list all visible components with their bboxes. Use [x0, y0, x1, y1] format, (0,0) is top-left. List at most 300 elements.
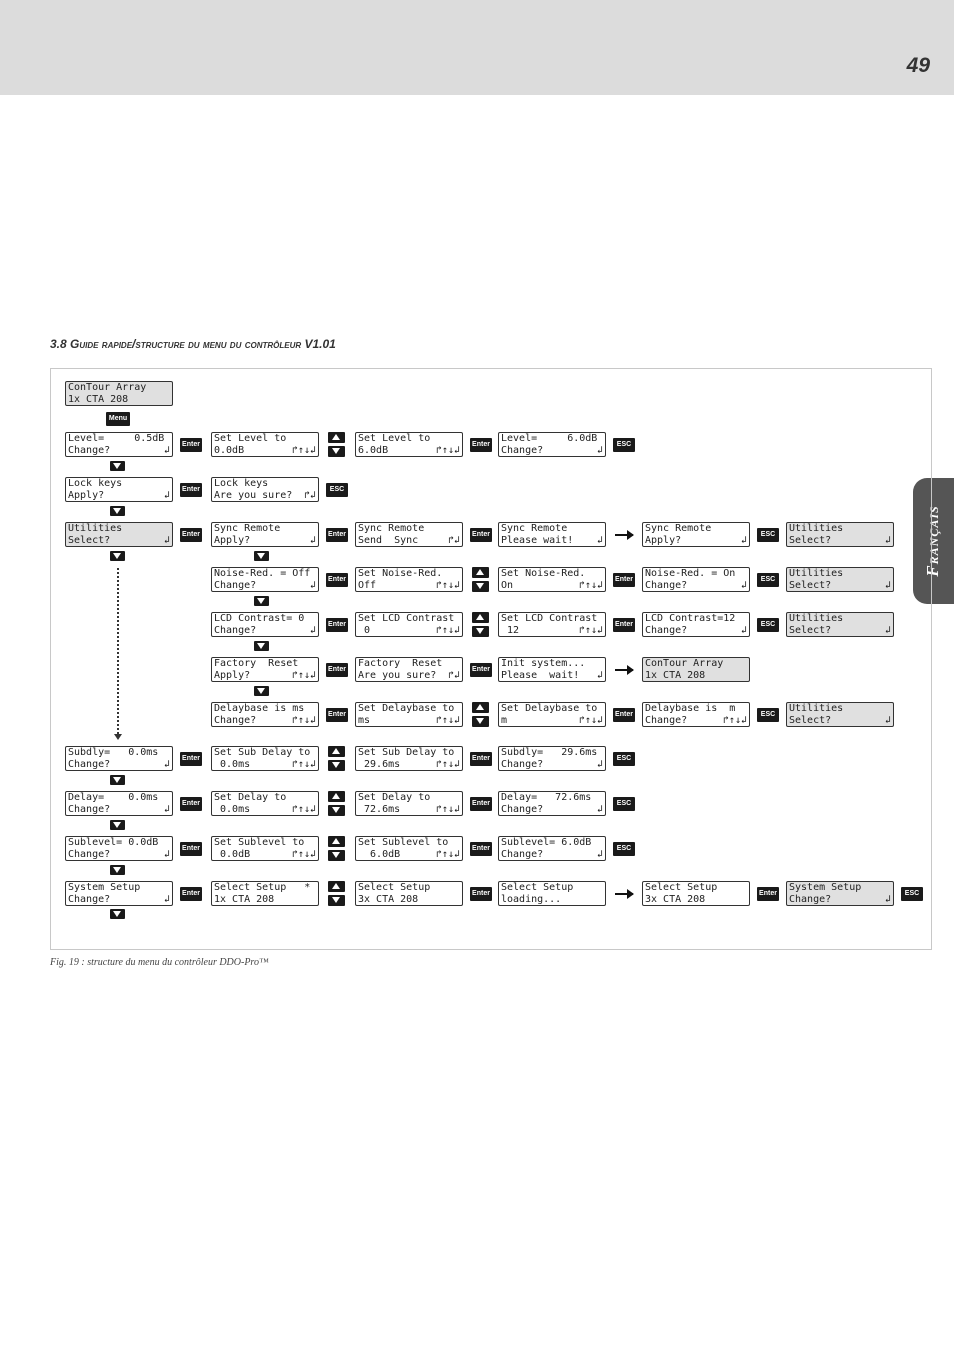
lcd-line-2-text: Change? [68, 894, 111, 905]
lcd-line-1: Sublevel= 6.0dB [501, 837, 592, 848]
lcd-screen-system-1 [211, 881, 319, 906]
lcd-line-1: Delaybase is ms [214, 703, 305, 714]
lcd-line-1: Set Delaybase to [501, 703, 598, 714]
lcd-screen-delaybase-1 [355, 702, 463, 727]
up-down-buttons[interactable] [472, 702, 489, 727]
lcd-screen-delay-1 [211, 791, 319, 816]
lcd-nav-symbols: ↱↑↓↲ [291, 804, 316, 815]
down-arrow-icon[interactable] [472, 581, 489, 592]
lcd-nav-symbols: ↲ [596, 849, 603, 860]
lcd-screen-level-3 [498, 432, 606, 457]
lcd-line-1: Delay= 0.0ms [68, 792, 159, 803]
lcd-line-2-text: Change? [645, 580, 688, 591]
lcd-line-2-text: Are you sure? [214, 490, 293, 501]
lcd-line-1: ConTour Array [645, 658, 724, 669]
up-arrow-icon[interactable] [328, 791, 345, 802]
lcd-screen-lcd-0 [211, 612, 319, 637]
down-button[interactable] [110, 820, 125, 830]
lcd-screen-subdly-2 [355, 746, 463, 771]
lcd-nav-symbols: ↱↲ [447, 670, 460, 681]
down-arrow-icon[interactable] [328, 850, 345, 861]
lcd-line-2 [214, 625, 316, 637]
lcd-line-1: Set Delay to [214, 792, 287, 803]
lcd-line-1: Set LCD Contrast [358, 613, 455, 624]
lcd-line-2-text: Change? [645, 625, 688, 636]
esc-button[interactable]: ESC [757, 618, 779, 632]
lcd-line-2 [501, 670, 603, 682]
lcd-line-2 [501, 894, 603, 906]
lcd-line-2 [645, 535, 747, 547]
lcd-nav-symbols: ↲ [596, 535, 603, 546]
lcd-line-1: Set Delay to [358, 792, 431, 803]
lcd-line-2 [501, 445, 603, 457]
lcd-nav-symbols: ↲ [163, 445, 170, 456]
lcd-line-1: Utilities [789, 703, 844, 714]
lcd-line-2-text: Change? [645, 715, 688, 726]
down-arrow-icon[interactable] [328, 805, 345, 816]
lcd-screen-lcd-4 [786, 612, 894, 637]
esc-button[interactable]: ESC [613, 438, 635, 452]
up-arrow-icon[interactable] [328, 836, 345, 847]
lcd-nav-symbols: ↱↑↓↲ [291, 849, 316, 860]
lcd-line-1: Sync Remote [501, 523, 568, 534]
lcd-line-1: Utilities [789, 568, 844, 579]
lcd-line-2 [358, 759, 460, 771]
enter-button[interactable]: Enter [180, 797, 202, 811]
lcd-screen-lcd-2 [498, 612, 606, 637]
lcd-screen-subdly-1 [211, 746, 319, 771]
lcd-line-2 [214, 715, 316, 727]
lcd-line-2-text: 3x CTA 208 [358, 894, 419, 905]
lcd-nav-symbols: ↲ [740, 535, 747, 546]
lcd-line-1: Factory Reset [214, 658, 299, 669]
lcd-line-2 [358, 580, 460, 592]
lcd-nav-symbols: ↱↑↓↲ [435, 804, 460, 815]
lcd-line-2-text: 1x CTA 208 [645, 670, 706, 681]
lcd-nav-symbols: ↲ [309, 580, 316, 591]
lcd-line-2-text: Apply? [214, 670, 251, 681]
lcd-line-1: Delay= 72.6ms [501, 792, 592, 803]
lcd-line-2-text: Select? [789, 715, 832, 726]
lcd-screen-lcd-3 [642, 612, 750, 637]
lcd-screen-sublevel-3 [498, 836, 606, 861]
lcd-nav-symbols: ↲ [163, 894, 170, 905]
language-tab-label: Français [923, 505, 942, 577]
down-button[interactable] [254, 551, 269, 561]
lcd-screen-factory-3 [642, 657, 750, 682]
lcd-line-2-text: Change? [501, 445, 544, 456]
lcd-line-2-text: Please wait! [501, 670, 580, 681]
lcd-line-2-text: Apply? [645, 535, 682, 546]
enter-button[interactable]: Enter [326, 573, 348, 587]
lcd-screen-delaybase-2 [498, 702, 606, 727]
up-down-buttons[interactable] [472, 612, 489, 637]
enter-button[interactable]: Enter [326, 528, 348, 542]
lcd-nav-symbols: ↱↑↓↲ [578, 715, 603, 726]
esc-button[interactable]: ESC [326, 483, 348, 497]
up-arrow-icon[interactable] [328, 881, 345, 892]
figure-caption: Fig. 19 : structure du menu du contrôleur DDO-Pro™ [50, 957, 269, 968]
lcd-line-2 [68, 394, 170, 406]
lcd-screen-subdly-3 [498, 746, 606, 771]
lcd-nav-symbols: ↱↑↓↲ [578, 625, 603, 636]
esc-button[interactable]: ESC [757, 573, 779, 587]
enter-button[interactable]: Enter [470, 887, 492, 901]
lcd-line-2-text: Change? [68, 804, 111, 815]
enter-button[interactable]: Enter [470, 797, 492, 811]
lcd-screen-level-1 [211, 432, 319, 457]
lcd-line-1: Lock keys [214, 478, 269, 489]
lcd-line-2-text: 1x CTA 208 [214, 894, 275, 905]
lcd-nav-symbols: ↲ [740, 625, 747, 636]
lcd-screen-system-3 [498, 881, 606, 906]
up-down-buttons[interactable] [328, 881, 345, 906]
lcd-line-1: Lock keys [68, 478, 123, 489]
esc-button[interactable]: ESC [757, 528, 779, 542]
lcd-line-2 [645, 894, 747, 906]
down-arrow-icon[interactable] [328, 760, 345, 771]
lcd-line-2-text: m [501, 715, 508, 726]
lcd-line-2-text: Apply? [214, 535, 251, 546]
down-arrow-icon[interactable] [472, 626, 489, 637]
lcd-line-1: Sublevel= 0.0dB [68, 837, 159, 848]
lcd-line-2-text: loading... [501, 894, 562, 905]
enter-button[interactable]: Enter [180, 528, 202, 542]
lcd-line-1: Noise-Red. = Off [214, 568, 311, 579]
lcd-line-1: System Setup [789, 882, 862, 893]
lcd-screen-noise-0 [211, 567, 319, 592]
lcd-line-2 [214, 490, 316, 502]
lcd-line-2-text: Select? [68, 535, 111, 546]
lcd-nav-symbols: ↲ [740, 580, 747, 591]
lcd-screen-sublevel-0 [65, 836, 173, 861]
lcd-line-1: System Setup [68, 882, 141, 893]
lcd-nav-symbols: ↲ [309, 535, 316, 546]
lcd-line-2-text: Change? [68, 445, 111, 456]
lcd-line-2 [501, 759, 603, 771]
lcd-nav-symbols: ↱↑↓↲ [435, 625, 460, 636]
lcd-line-1: Select Setup [501, 882, 574, 893]
lcd-screen-sublevel-2 [355, 836, 463, 861]
lcd-nav-symbols: ↲ [163, 490, 170, 501]
lcd-line-1: Utilities [789, 613, 844, 624]
lcd-nav-symbols: ↱↑↓↲ [435, 580, 460, 591]
lcd-line-2-text: 0 [358, 625, 371, 636]
up-arrow-icon[interactable] [472, 567, 489, 578]
up-arrow-icon[interactable] [472, 612, 489, 623]
lcd-line-2-text: Change? [68, 759, 111, 770]
lcd-nav-symbols: ↲ [596, 445, 603, 456]
lcd-line-2 [68, 894, 170, 906]
lcd-line-1: Noise-Red. = On [645, 568, 736, 579]
lcd-screen-utilities-1 [211, 522, 319, 547]
down-arrow-icon[interactable] [328, 446, 345, 457]
lcd-nav-symbols: ↲ [596, 804, 603, 815]
lcd-line-2 [358, 715, 460, 727]
lcd-screen-system-0 [65, 881, 173, 906]
lcd-screen-factory-2 [498, 657, 606, 682]
arrow-right-icon [615, 669, 633, 671]
lcd-nav-symbols: ↱↲ [447, 535, 460, 546]
lcd-nav-symbols: ↲ [596, 759, 603, 770]
enter-button[interactable]: Enter [613, 618, 635, 632]
lcd-line-2 [789, 715, 891, 727]
down-button[interactable] [254, 686, 269, 696]
lcd-line-2 [68, 804, 170, 816]
page-number: 49 [906, 54, 930, 77]
down-button[interactable] [110, 461, 125, 471]
down-arrow-icon[interactable] [472, 716, 489, 727]
lcd-line-2 [358, 445, 460, 457]
menu-diagram-frame [50, 368, 932, 950]
lcd-line-2-text: 0.0dB [214, 849, 251, 860]
esc-button[interactable]: ESC [613, 842, 635, 856]
lcd-line-2-text: 0.0ms [214, 759, 251, 770]
lcd-screen-system-5 [786, 881, 894, 906]
lcd-nav-symbols: ↱↲ [303, 490, 316, 501]
menu-button[interactable]: Menu [106, 412, 130, 426]
lcd-line-2 [645, 670, 747, 682]
lcd-line-2-text: 6.0dB [358, 849, 401, 860]
lcd-screen-noise-3 [642, 567, 750, 592]
lcd-screen-delaybase-0 [211, 702, 319, 727]
enter-button[interactable]: Enter [326, 708, 348, 722]
lcd-line-1: Set Level to [214, 433, 287, 444]
lcd-line-1: Set Delaybase to [358, 703, 455, 714]
lcd-screen-lock-0 [65, 477, 173, 502]
lcd-line-2-text: Change? [501, 759, 544, 770]
lcd-line-2 [358, 625, 460, 637]
lcd-line-2 [358, 849, 460, 861]
lcd-line-1: Set Sublevel to [358, 837, 449, 848]
lcd-line-2 [645, 715, 747, 727]
lcd-line-2-text: Select? [789, 625, 832, 636]
lcd-line-1: Level= 0.5dB [68, 433, 165, 444]
enter-button[interactable]: Enter [180, 438, 202, 452]
lcd-line-1: Set Sub Delay to [358, 747, 455, 758]
enter-button[interactable]: Enter [180, 483, 202, 497]
lcd-line-1: Level= 6.0dB [501, 433, 598, 444]
lcd-line-2 [501, 535, 603, 547]
lcd-line-2 [214, 535, 316, 547]
lcd-nav-symbols: ↲ [163, 804, 170, 815]
lcd-line-2 [501, 849, 603, 861]
lcd-screen-level-0 [65, 432, 173, 457]
lcd-nav-symbols: ↱↑↓↲ [435, 715, 460, 726]
lcd-line-2 [214, 804, 316, 816]
lcd-line-2 [214, 894, 316, 906]
lcd-screen-utilities-4 [642, 522, 750, 547]
lcd-line-2-text: Select? [789, 580, 832, 591]
down-button[interactable] [110, 909, 125, 919]
lcd-nav-symbols: ↱↑↓↲ [291, 759, 316, 770]
lcd-nav-symbols: ↲ [884, 625, 891, 636]
up-arrow-icon[interactable] [328, 432, 345, 443]
down-button[interactable] [110, 865, 125, 875]
lcd-line-1: Sync Remote [645, 523, 712, 534]
lcd-screen-system-4 [642, 881, 750, 906]
lcd-screen-subdly-0 [65, 746, 173, 771]
lcd-line-2 [68, 849, 170, 861]
lcd-line-2 [214, 445, 316, 457]
lcd-line-2-text: Change? [68, 849, 111, 860]
lcd-line-1: Subdly= 0.0ms [68, 747, 159, 758]
lcd-line-2-text: 1x CTA 208 [68, 394, 129, 405]
down-button[interactable] [254, 641, 269, 651]
lcd-nav-symbols: ↱↑↓↲ [291, 670, 316, 681]
lcd-screen-level-2 [355, 432, 463, 457]
esc-button[interactable]: ESC [901, 887, 923, 901]
lcd-screen-lock-1 [211, 477, 319, 502]
enter-button[interactable]: Enter [470, 438, 492, 452]
enter-button[interactable]: Enter [470, 663, 492, 677]
up-arrow-icon[interactable] [328, 746, 345, 757]
lcd-line-1: Factory Reset [358, 658, 443, 669]
esc-button[interactable]: ESC [613, 752, 635, 766]
lcd-nav-symbols: ↲ [884, 580, 891, 591]
lcd-line-2 [358, 670, 460, 682]
down-arrow-icon[interactable] [328, 895, 345, 906]
lcd-line-2 [68, 445, 170, 457]
up-down-buttons[interactable] [472, 567, 489, 592]
esc-button[interactable]: ESC [757, 708, 779, 722]
lcd-line-2 [501, 715, 603, 727]
lcd-line-2-text: 0.0ms [214, 804, 251, 815]
enter-button[interactable]: Enter [326, 663, 348, 677]
lcd-line-2 [789, 535, 891, 547]
lcd-nav-symbols: ↱↑↓↲ [435, 759, 460, 770]
enter-button[interactable]: Enter [613, 573, 635, 587]
lcd-screen-utilities-2 [355, 522, 463, 547]
lcd-line-2 [68, 490, 170, 502]
lcd-line-2-text: 12 [501, 625, 520, 636]
up-down-buttons[interactable] [328, 432, 345, 457]
enter-button[interactable]: Enter [470, 528, 492, 542]
lcd-line-1: Select Setup [645, 882, 718, 893]
esc-button[interactable]: ESC [613, 797, 635, 811]
lcd-line-1: Set Noise-Red. [501, 568, 586, 579]
lcd-line-2 [214, 759, 316, 771]
lcd-screen-delay-0 [65, 791, 173, 816]
lcd-line-2 [501, 625, 603, 637]
lcd-nav-symbols: ↱↑↓↲ [578, 580, 603, 591]
lcd-screen-delay-3 [498, 791, 606, 816]
lcd-line-2-text: Change? [501, 804, 544, 815]
lcd-line-2 [214, 670, 316, 682]
root-lcd-screen [65, 381, 173, 406]
up-down-buttons[interactable] [328, 791, 345, 816]
enter-button[interactable]: Enter [326, 618, 348, 632]
lcd-line-2 [214, 580, 316, 592]
lcd-line-2-text: Send Sync [358, 535, 419, 546]
up-down-buttons[interactable] [328, 746, 345, 771]
enter-button[interactable]: Enter [470, 752, 492, 766]
lcd-line-2 [645, 625, 747, 637]
enter-button[interactable]: Enter [180, 887, 202, 901]
lcd-line-2-text: Change? [214, 715, 257, 726]
utilities-submenu-connector [117, 568, 119, 734]
lcd-line-2-text: Please wait! [501, 535, 574, 546]
lcd-line-2 [789, 625, 891, 637]
lcd-line-1: Select Setup [358, 882, 431, 893]
enter-button[interactable]: Enter [757, 887, 779, 901]
down-button[interactable] [110, 775, 125, 785]
lcd-screen-noise-2 [498, 567, 606, 592]
lcd-line-2 [358, 804, 460, 816]
lcd-line-2 [358, 894, 460, 906]
lcd-line-2-text: On [501, 580, 514, 591]
lcd-line-1: Select Setup * [214, 882, 311, 893]
lcd-line-1: ConTour Array [68, 382, 147, 393]
lcd-line-2 [501, 804, 603, 816]
lcd-screen-noise-1 [355, 567, 463, 592]
lcd-nav-symbols: ↲ [163, 759, 170, 770]
lcd-screen-system-2 [355, 881, 463, 906]
enter-button[interactable]: Enter [180, 842, 202, 856]
lcd-line-2-text: Select? [789, 535, 832, 546]
lcd-line-2 [501, 580, 603, 592]
lcd-line-1: Set Noise-Red. [358, 568, 443, 579]
lcd-line-2-text: Change? [214, 580, 257, 591]
lcd-nav-symbols: ↱↑↓↲ [435, 445, 460, 456]
lcd-line-2 [214, 849, 316, 861]
lcd-line-1: Set LCD Contrast [501, 613, 598, 624]
lcd-nav-symbols: ↲ [163, 849, 170, 860]
lcd-line-1: Utilities [68, 523, 123, 534]
lcd-screen-utilities-0 [65, 522, 173, 547]
lcd-line-1: Set Sublevel to [214, 837, 305, 848]
down-button[interactable] [110, 551, 125, 561]
section-title: 3.8 Guide rapide/structure du menu du contrôleur V1.01 [50, 337, 336, 351]
enter-button[interactable]: Enter [180, 752, 202, 766]
lcd-line-2-text: Change? [214, 625, 257, 636]
down-button[interactable] [254, 596, 269, 606]
lcd-line-2-text: Are you sure? [358, 670, 437, 681]
lcd-line-1: LCD Contrast=12 [645, 613, 736, 624]
lcd-line-2-text: Change? [789, 894, 832, 905]
lcd-nav-symbols: ↲ [884, 894, 891, 905]
lcd-screen-lcd-1 [355, 612, 463, 637]
up-arrow-icon[interactable] [472, 702, 489, 713]
lcd-screen-factory-0 [211, 657, 319, 682]
lcd-screen-delaybase-3 [642, 702, 750, 727]
lcd-line-2 [68, 535, 170, 547]
lcd-nav-symbols: ↱↑↓↲ [291, 445, 316, 456]
lcd-screen-utilities-3 [498, 522, 606, 547]
lcd-screen-noise-4 [786, 567, 894, 592]
lcd-screen-delay-2 [355, 791, 463, 816]
lcd-nav-symbols: ↱↑↓↲ [435, 849, 460, 860]
enter-button[interactable]: Enter [613, 708, 635, 722]
lcd-line-2-text: 29.6ms [358, 759, 401, 770]
lcd-line-2-text: ms [358, 715, 371, 726]
lcd-line-1: Subdly= 29.6ms [501, 747, 598, 758]
lcd-nav-symbols: ↱↑↓↲ [291, 715, 316, 726]
lcd-line-1: LCD Contrast= 0 [214, 613, 305, 624]
down-button[interactable] [110, 506, 125, 516]
lcd-screen-sublevel-1 [211, 836, 319, 861]
arrow-right-icon [615, 893, 633, 895]
up-down-buttons[interactable] [328, 836, 345, 861]
lcd-line-2 [358, 535, 460, 547]
lcd-nav-symbols: ↲ [596, 670, 603, 681]
lcd-line-2-text: Change? [501, 849, 544, 860]
lcd-nav-symbols: ↲ [884, 535, 891, 546]
lcd-line-1: Sync Remote [214, 523, 281, 534]
lcd-line-2-text: Off [358, 580, 377, 591]
enter-button[interactable]: Enter [470, 842, 492, 856]
lcd-line-2 [789, 894, 891, 906]
